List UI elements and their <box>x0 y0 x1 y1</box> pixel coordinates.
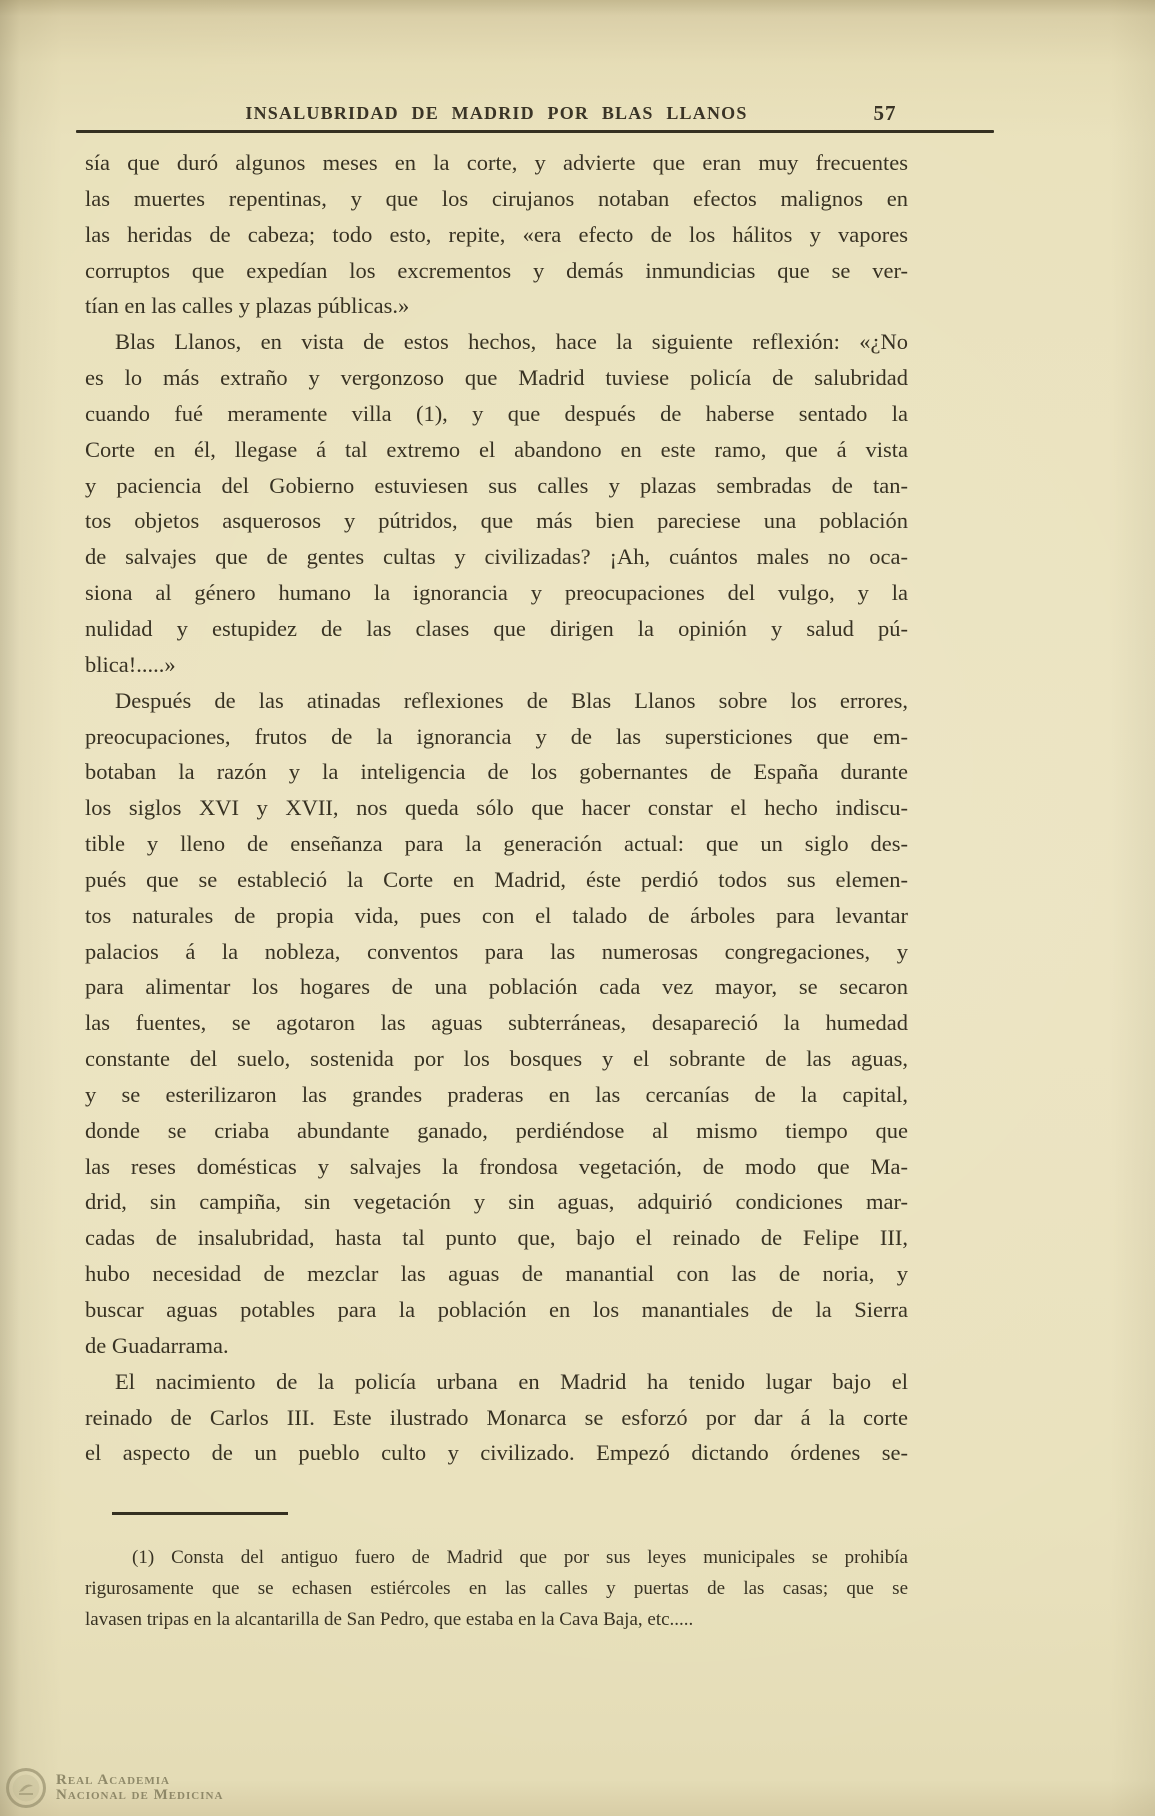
text-line: los siglos XVI y XVII, nos queda sólo que hacer constar el hecho indiscu- <box>85 795 908 821</box>
text-line: drid, sin campiña, sin vegetación y sin aguas, adquirió condiciones mar- <box>85 1189 908 1215</box>
text-line: constante del suelo, sostenida por los bosques y el sobrante de las aguas, <box>85 1046 908 1072</box>
text-line: tos objetos asquerosos y pútridos, que más bien pareciese una población <box>85 508 908 534</box>
footnote-rule <box>112 1512 288 1515</box>
text-line: las muertes repentinas, y que los cirujanos notaban efectos malignos en <box>85 185 908 211</box>
text-line: tible y lleno de enseñanza para la generación actual: que un siglo des- <box>85 831 908 857</box>
text-line: botaban la razón y la inteligencia de los gobernantes de España durante <box>85 759 908 785</box>
text-line: tían en las calles y plazas públicas.» <box>85 293 410 319</box>
footnote <box>85 1542 908 1635</box>
text-line: palacios á la nobleza, conventos para las numerosas congregaciones, y <box>85 938 908 964</box>
text-line: donde se criaba abundante ganado, perdiéndose al mismo tiempo que <box>85 1117 908 1143</box>
academy-seal-icon <box>6 1768 46 1808</box>
text-line: y se esterilizaron las grandes praderas en las cercanías de la capital, <box>85 1081 908 1107</box>
text-line: para alimentar los hogares de una población cada vez mayor, se secaron <box>85 974 908 1000</box>
footnote-line: rigurosamente que se echasen estiércoles en las calles y puertas de las casas; que se <box>85 1578 908 1599</box>
text-line: de salvajes que de gentes cultas y civilizadas? ¡Ah, cuántos males no oca- <box>85 544 908 570</box>
header-rule <box>76 130 994 133</box>
footnote-line: lavasen tripas en la alcantarilla de San Pedro, que estaba en la Cava Baja, etc..... <box>85 1609 694 1630</box>
watermark-line1: Real Academia <box>56 1772 170 1788</box>
text-line: las reses domésticas y salvajes la frondosa vegetación, de modo que Ma- <box>85 1153 908 1179</box>
library-watermark <box>6 1768 223 1808</box>
text-line: Blas Llanos, en vista de estos hechos, hace la siguiente reflexión: «¿No <box>115 329 908 355</box>
text-line: nulidad y estupidez de las clases que dirigen la opinión y salud pú- <box>85 615 908 641</box>
text-line: tos naturales de propia vida, pues con el talado de árboles para levantar <box>85 902 908 928</box>
page-number: 57 <box>873 101 897 125</box>
text-line: sía que duró algunos meses en la corte, y advierte que eran muy frecuentes <box>85 150 908 175</box>
text-line: buscar aguas potables para la población en los manantiales de la Sierra <box>85 1297 908 1322</box>
watermark-text <box>56 1773 223 1803</box>
text-line: el aspecto de un pueblo culto y civilizado. Empezó dictando órdenes se- <box>85 1440 908 1466</box>
text-line: blica!.....» <box>85 651 176 677</box>
page-header <box>85 103 908 133</box>
footnote-line: (1) Consta del antiguo fuero de Madrid que por sus leyes municipales se prohibía <box>132 1547 908 1568</box>
text-line: Corte en él, llegase á tal extremo el abandono en este ramo, que á vista <box>85 436 908 462</box>
text-line: cuando fué meramente villa (1), y que después de haberse sentado la <box>85 400 908 426</box>
running-title: INSALUBRIDAD DE MADRID POR BLAS LLANOS <box>245 103 748 123</box>
text-line: y paciencia del Gobierno estuviesen sus calles y plazas sembradas de tan- <box>85 472 908 498</box>
watermark-line2: Nacional de Medicina <box>56 1787 224 1803</box>
text-line: las heridas de cabeza; todo esto, repite, «era efecto de los hálitos y vapores <box>85 221 908 247</box>
text-line: Después de las atinadas reflexiones de Blas Llanos sobre los errores, <box>115 687 908 713</box>
text-line: las fuentes, se agotaron las aguas subterráneas, desapareció la humedad <box>85 1010 908 1036</box>
text-line: siona al género humano la ignorancia y preocupaciones del vulgo, y la <box>85 580 908 606</box>
text-line: cadas de insalubridad, hasta tal punto que, bajo el reinado de Felipe III, <box>85 1225 908 1251</box>
text-line: hubo necesidad de mezclar las aguas de manantial con las de noria, y <box>85 1261 908 1287</box>
text-line: es lo más extraño y vergonzoso que Madrid tuviese policía de salubridad <box>85 365 908 391</box>
text-line: preocupaciones, frutos de la ignorancia y de las supersticiones que em- <box>85 723 908 749</box>
text-line: corruptos que expedían los excrementos y demás inmundicias que se ver- <box>85 257 908 283</box>
body-text <box>85 145 908 1471</box>
text-line: pués que se estableció la Corte en Madrid, éste perdió todos sus elemen- <box>85 866 908 892</box>
text-line: reinado de Carlos III. Este ilustrado Monarca se esforzó por dar á la corte <box>85 1404 908 1430</box>
text-line: El nacimiento de la policía urbana en Madrid ha tenido lugar bajo el <box>115 1368 908 1394</box>
text-line: de Guadarrama. <box>85 1332 229 1358</box>
